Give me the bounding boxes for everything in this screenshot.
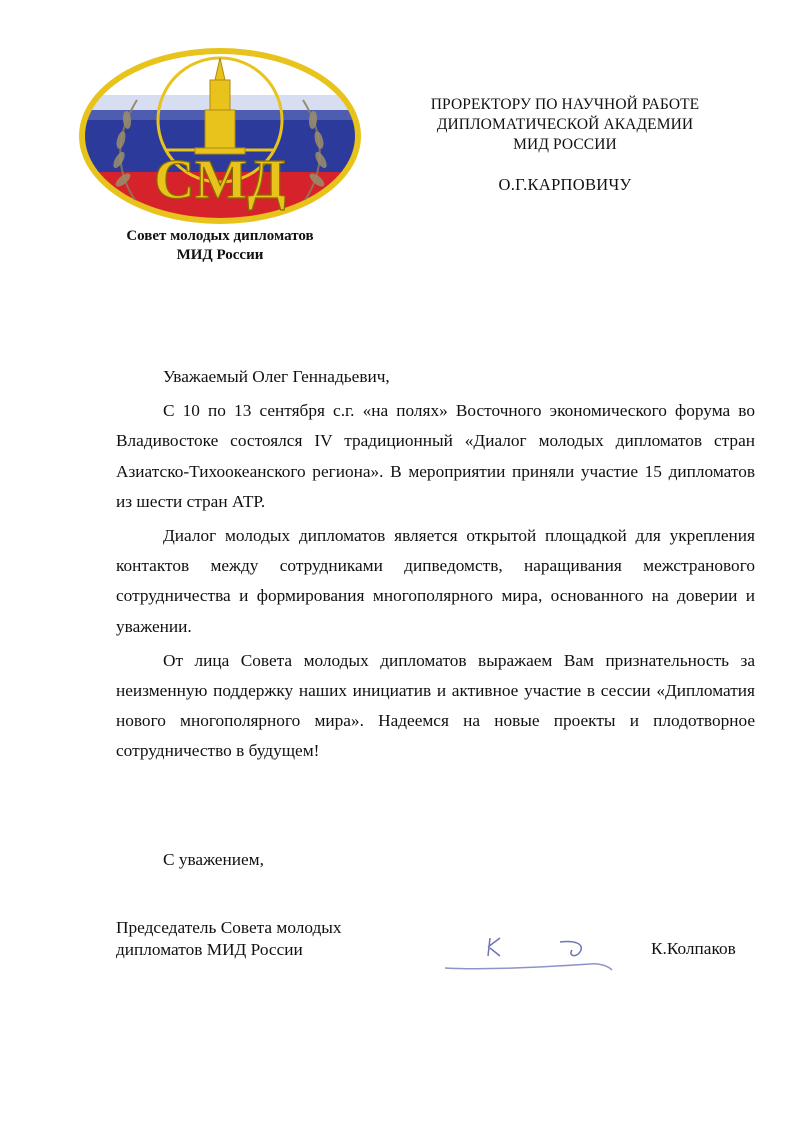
letter-body [116, 362, 755, 767]
addressee-line1: ПРОРЕКТОРУ ПО НАУЧНОЙ РАБОТЕ [430, 96, 700, 113]
paragraph-1: С 10 по 13 сентября с.г. «на полях» Восточного экономического форума во Владивостоке состоялся IV традиционный «Диалог молодых дипломатов стран Азиатско-Тихоокеанского региона». В мероприятии приняли участие 15 дипломатов из шести стран АТР. [116, 401, 755, 511]
paragraph-2: Диалог молодых дипломатов является открытой площадкой для укрепления контактов между сотрудниками дипведомств, наращивания межстранового сотрудничества и формирования многополярного мира, основанного на доверии и уважении. [116, 526, 755, 636]
organization-name [75, 227, 365, 265]
signer-position-line1: Председатель Совета молодых [116, 918, 342, 937]
signer-position-line2: дипломатов МИД России [116, 940, 303, 959]
handwritten-signature [440, 930, 620, 980]
organization-logo [75, 40, 365, 225]
greeting: Уважаемый Олег Геннадьевич, [163, 367, 390, 386]
organization-name-line1: Совет молодых дипломатов [126, 228, 314, 244]
addressee-line3: МИД РОССИИ [513, 136, 617, 153]
closing-phrase: С уважением, [163, 850, 264, 869]
signer-position [116, 917, 342, 961]
organization-name-line2: МИД России [176, 247, 264, 263]
addressee-block [395, 95, 735, 155]
emblem-icon [75, 40, 365, 225]
emblem-letters: СМД [154, 149, 286, 211]
signer-name: К.Колпаков [651, 939, 736, 958]
addressee-line2: ДИПЛОМАТИЧЕСКОЙ АКАДЕМИИ [436, 116, 694, 133]
paragraph-3: От лица Совета молодых дипломатов выражаем Вам признательность за неизменную поддержку наших инициатив и активное участие в сессии «Дипломатия нового многополярного мира». Надеемся на новые проекты и плодотворное сотрудничество в будущем! [116, 650, 755, 761]
recipient-name: О.Г.КАРПОВИЧУ [498, 175, 632, 194]
